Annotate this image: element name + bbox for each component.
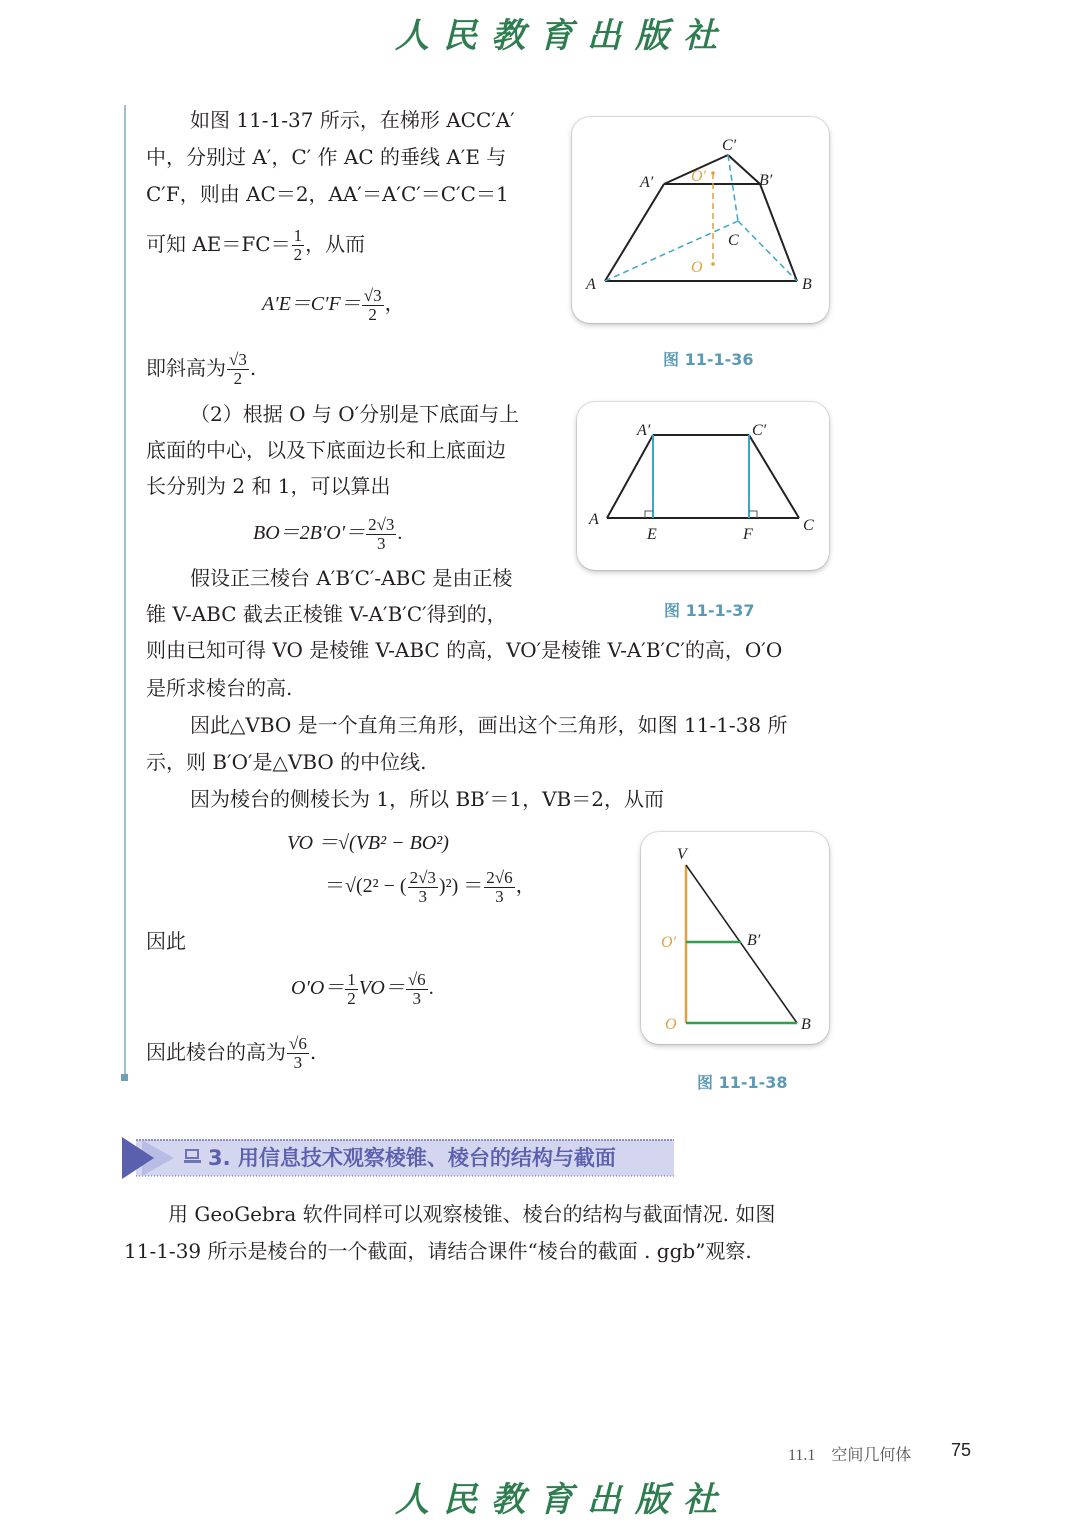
fraction [287,1035,309,1072]
denominator: 2 [293,245,303,264]
punct: ， [515,875,536,897]
equation-line [325,868,536,906]
equation [291,970,434,1008]
figure-caption: 图 11-1-36 [663,350,754,369]
label-C1: C′ [722,137,737,154]
text-line: 则由已知可得 VO 是棱锥 V-ABC 的高，VO′是棱锥 V-A′B′C′的高，O′O [146,638,783,662]
denominator: 3 [377,533,386,553]
running-footer-section: 11.1 空间几何体 [788,1447,912,1464]
numerator: √6 [289,1034,307,1053]
figure-11-1-38-card [641,832,829,1044]
label-A: A [589,511,599,528]
punct: ， [384,293,405,315]
label-E: E [647,526,657,543]
label-C1: C′ [752,422,767,439]
denominator: 2 [347,988,356,1008]
segment-VB [686,865,797,1023]
punct: . [397,522,403,544]
numerator: √3 [363,285,382,305]
equation-line [287,825,449,862]
eq-text: VO＝ [358,977,405,999]
edge-C1B1 [728,155,760,184]
left-margin-bar [124,105,126,1080]
figure-11-1-38 [641,832,829,1044]
numerator: √3 [229,350,247,369]
numerator: 1 [347,969,356,989]
denominator: 2 [233,369,243,388]
label-B1: B′ [747,932,761,949]
edge-BB1 [760,184,797,281]
numerator: 2√3 [409,867,436,887]
text-line: 11-1-39 所示是棱台的一个截面，请结合课件“棱台的截面 . ggb”观察. [124,1239,752,1263]
punct: . [309,1040,317,1064]
fraction [366,516,396,553]
section-heading [122,1137,682,1179]
edge-C1C [749,435,799,518]
figure-11-1-36-card [572,117,829,323]
numerator: √6 [407,969,426,989]
label-C: C [728,232,739,249]
text-line: 假设正三棱台 A′B′C′-ABC 是由正棱 [190,566,513,590]
figure-11-1-37-card [577,402,829,570]
numerator: 2√3 [368,514,395,534]
denominator: 3 [412,988,422,1008]
right-angle-F [749,511,757,518]
computer-icon [184,1149,202,1163]
text-line: C′F，则由 AC＝2，AA′＝A′C′＝C′C＝1 [146,182,509,206]
edge-AA1 [607,435,653,518]
figure-11-1-37 [577,402,829,570]
label-C: C [803,517,814,534]
text-line: 用 GeoGebra 软件同样可以观察棱锥、棱台的结构与截面情况. 如图 [168,1202,776,1226]
punct: . [428,977,434,999]
eq-text: )²) ＝ [438,875,484,897]
page-number: 75 [951,1440,972,1460]
text-line: 底面的中心，以及下底面边长和上底面边 [146,438,506,462]
label-O: O [665,1016,677,1033]
text: ，从而 [305,232,366,256]
label-F: F [743,526,753,543]
label-A: A [586,276,596,293]
text-line: 因此 [146,929,186,953]
publisher-logo-header: 人民教育出版社 [395,16,731,56]
label-O1: O′ [691,168,707,185]
text: 可知 AE＝FC＝ [146,232,291,256]
text-line [146,350,256,388]
text-line [146,1034,316,1072]
label-O: O [691,259,703,276]
equation [262,286,405,324]
denominator: 3 [495,886,504,906]
eq-lhs: A′E＝C′F＝ [262,293,361,315]
text-line: 长分别为 2 和 1，可以算出 [146,474,391,498]
text-line: 因此△VBO 是一个直角三角形，画出这个三角形，如图 11-1-38 所 [190,713,788,737]
text-line: 是所求棱台的高. [146,676,293,700]
text-line: 如图 11-1-37 所示，在梯形 ACC′A′ [190,108,515,132]
edge-CB [738,221,797,281]
eq-text: VO ＝√(VB² − BO²) [287,832,449,854]
figure-11-1-36 [572,117,829,323]
denominator: 3 [293,1053,303,1072]
numerator: 1 [293,226,303,245]
text-line: 锥 V-ABC 截去正棱锥 V-A′B′C′得到的， [146,602,507,626]
point-O [711,262,715,266]
right-angle-E [645,511,653,518]
label-V: V [677,846,687,863]
eq-text: O′O＝ [291,977,345,999]
equation [253,515,402,553]
label-B: B [801,1016,811,1033]
text: 即斜高为 [146,356,226,380]
text-line: （2）根据 O 与 O′分别是下底面与上 [190,402,520,426]
fraction [362,287,384,324]
label-O1: O′ [661,934,677,951]
label-B: B [802,276,812,293]
figure-caption: 图 11-1-37 [664,601,755,620]
figure-caption: 图 11-1-38 [697,1073,788,1092]
fraction [408,869,438,906]
text: 因此棱台的高为 [146,1040,286,1064]
publisher-logo-footer: 人民教育出版社 [395,1480,731,1520]
denominator: 3 [418,886,427,906]
punct: . [249,356,257,380]
denominator: 2 [368,304,377,324]
edge-AC [605,221,738,281]
label-A1: A′ [640,174,654,191]
eq-text: ＝√(2² − ( [325,875,407,897]
label-A1: A′ [637,422,651,439]
text-line: 因为棱台的侧棱长为 1，所以 BB′＝1，VB＝2，从而 [190,787,664,811]
text-line: 示，则 B′O′是△VBO 的中位线. [146,750,427,774]
numerator: 2√6 [486,867,513,887]
fraction [406,971,428,1008]
fraction [484,869,514,906]
text-line [146,226,365,264]
fraction [345,971,358,1008]
fraction [227,351,249,388]
point-O1 [711,171,715,175]
section-title: 3. 用信息技术观察棱锥、棱台的结构与截面 [208,1146,616,1170]
fraction [292,227,305,264]
edge-AA1 [605,184,664,281]
edge-C1C [728,155,738,221]
text-line: 中，分别过 A′，C′ 作 AC 的垂线 A′E 与 [146,145,507,169]
margin-bar-end [121,1074,128,1081]
label-B1: B′ [759,172,773,189]
eq-lhs: BO＝2B′O′＝ [253,522,366,544]
